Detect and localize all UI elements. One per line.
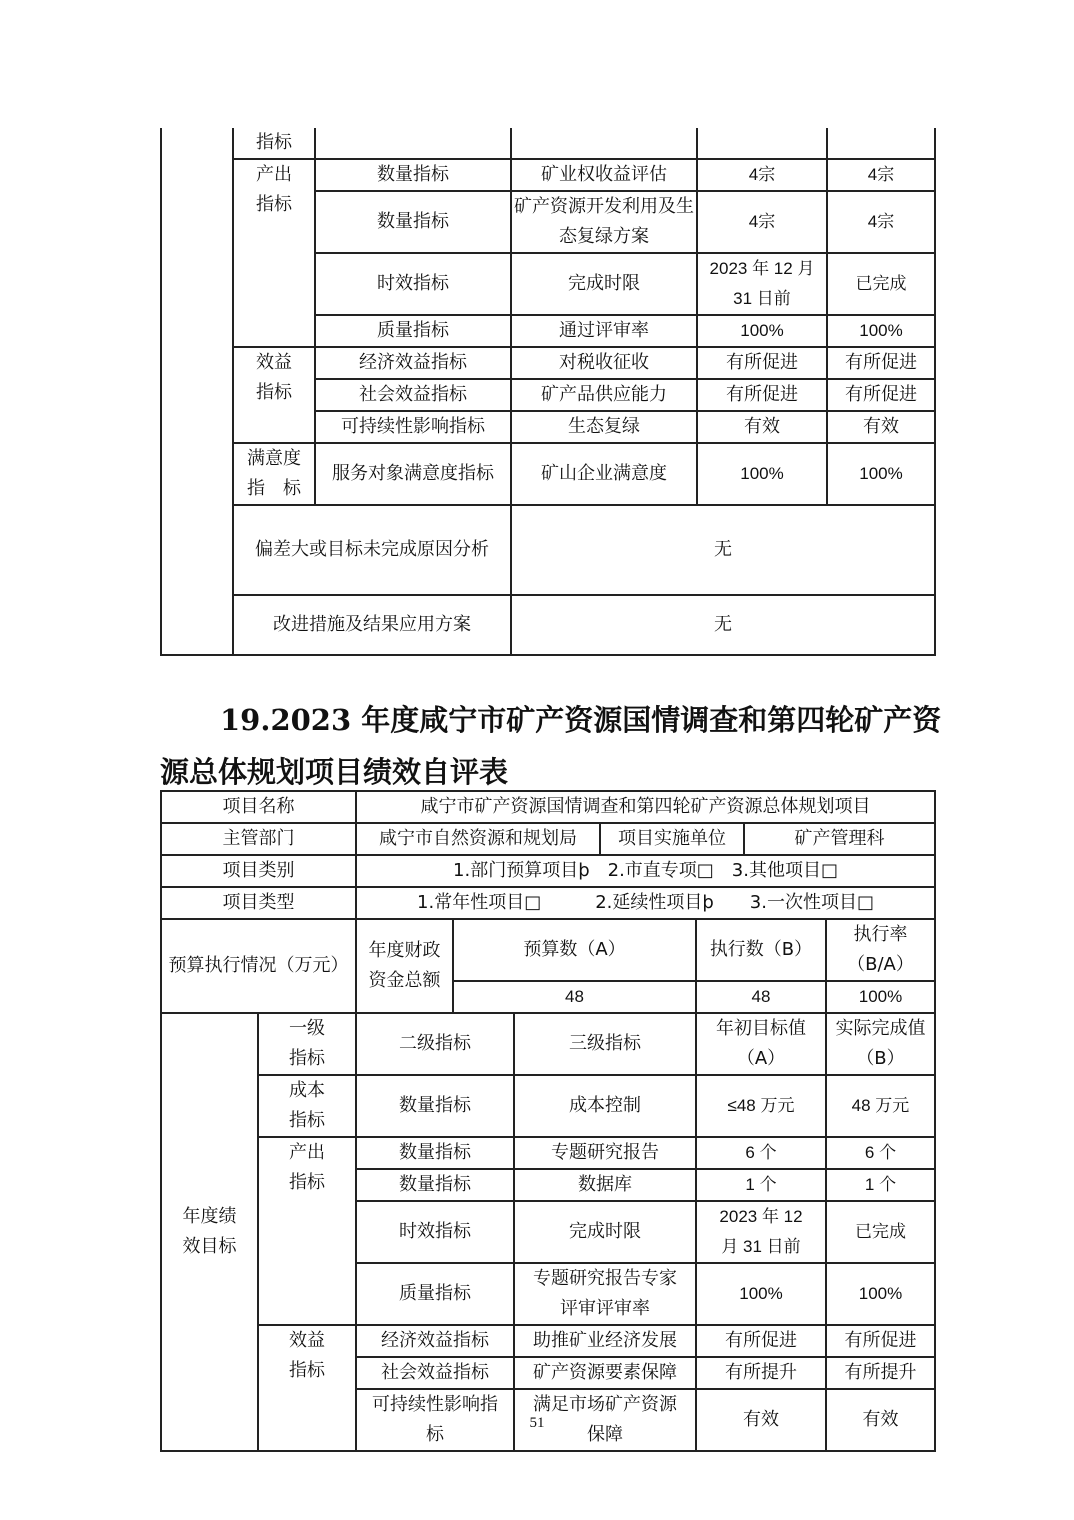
table-row: 时效指标 完成时限 2023 年 12 月 31 日前 已完成 [161, 1201, 935, 1263]
deviation-value: 无 [511, 505, 935, 595]
improvement-value: 无 [511, 595, 935, 655]
header-level1: 一级指标 [258, 1013, 356, 1075]
budget-a: 48 [453, 981, 696, 1013]
level1-benefit: 效益 指标 [233, 347, 315, 443]
performance-self-evaluation-table [160, 790, 936, 1452]
category-label: 项目类别 [161, 855, 356, 887]
table-row: 可持续性影响指标 生态复绿 有效 有效 [161, 411, 935, 443]
table-row [161, 595, 935, 655]
header-target: 年初目标值（A） [696, 1013, 826, 1075]
table-row: 数量指标 数据库 1 个 1 个 [161, 1169, 935, 1201]
table-row: 产出 指标 数量指标 专题研究报告 6 个 6 个 [161, 1137, 935, 1169]
table-row: 社会效益指标 矿产品供应能力 有所促进 有所促进 [161, 379, 935, 411]
dept-label: 主管部门 [161, 823, 356, 855]
budget-label: 预算执行情况（万元） [161, 919, 356, 1013]
section-title-line1: 19.2023 年度咸宁市矿产资源国情调查和第四轮矿产资 [220, 703, 942, 737]
table-row: 效益 指标 经济效益指标 对税收征收 有所促进 有所促进 [161, 347, 935, 379]
performance-table-continued [160, 128, 936, 656]
budget-col-a: 预算数（A） [453, 919, 696, 981]
table-row: 可持续性影响指标 满足市场矿产资源保障 有效 有效 [161, 1389, 935, 1451]
budget-rate: 100% [826, 981, 935, 1013]
table-row [161, 887, 935, 919]
project-name: 咸宁市矿产资源国情调查和第四轮矿产资源总体规划项目 [356, 791, 935, 823]
level1-cost: 成本 指标 [258, 1075, 356, 1137]
table-row: 满意度 指 标 服务对象满意度指标 矿山企业满意度 100% 100% [161, 443, 935, 505]
level1-benefit: 效益 指标 [258, 1325, 356, 1451]
table-row: 质量指标 专题研究报告专家评审评审率 100% 100% [161, 1263, 935, 1325]
annual-goal-label: 年度绩效目标 [161, 1013, 258, 1451]
table-row [161, 855, 935, 887]
budget-fund-label: 年度财政资金总额 [356, 919, 453, 1013]
impl-label: 项目实施单位 [600, 823, 744, 855]
level1-output: 产出 指标 [258, 1137, 356, 1325]
section-title-line2: 源总体规划项目绩效自评表 [160, 755, 509, 789]
table-row: 成本 指标 数量指标 成本控制 ≤48 万元 48 万元 [161, 1075, 935, 1137]
improvement-label: 改进措施及结果应用方案 [233, 595, 511, 655]
budget-col-b: 执行数（B） [696, 919, 826, 981]
type-options: 1.常年性项目□ 2.延续性项目þ 3.一次性项目□ [356, 887, 935, 919]
table-row: 效益 指标 经济效益指标 助推矿业经济发展 有所促进 有所促进 [161, 1325, 935, 1357]
goal-label-cell [161, 128, 233, 655]
deviation-label: 偏差大或目标未完成原因分析 [233, 505, 511, 595]
budget-col-rate: 执行率（B/A） [826, 919, 935, 981]
project-name-label: 项目名称 [161, 791, 356, 823]
category-options: 1.部门预算项目þ 2.市直专项□ 3.其他项目□ [356, 855, 935, 887]
table-row: 质量指标 通过评审率 100% 100% [161, 315, 935, 347]
type-label: 项目类型 [161, 887, 356, 919]
header-level3: 三级指标 [514, 1013, 696, 1075]
table-row: 数量指标 矿产资源开发利用及生态复绿方案 4宗 4宗 [161, 191, 935, 253]
header-level2: 二级指标 [356, 1013, 514, 1075]
table-row [161, 505, 935, 595]
budget-b: 48 [696, 981, 826, 1013]
table-row: 时效指标 完成时限 2023 年 12 月 31 日前 已完成 [161, 253, 935, 315]
level1-output: 产出 指标 [233, 159, 315, 347]
table-row: 社会效益指标 矿产资源要素保障 有所提升 有所提升 [161, 1357, 935, 1389]
table-row [161, 791, 935, 823]
table-row: 产出 指标 数量指标 矿业权收益评估 4宗 4宗 [161, 159, 935, 191]
table-row [161, 919, 935, 981]
dept: 咸宁市自然资源和规划局 [356, 823, 600, 855]
impl: 矿产管理科 [744, 823, 935, 855]
level1-continued: 指标 [233, 128, 315, 159]
table-row [161, 1013, 935, 1075]
table-row [161, 823, 935, 855]
table-row [161, 128, 935, 159]
page-number: 51 [529, 1415, 545, 1431]
header-actual: 实际完成值（B） [826, 1013, 935, 1075]
level1-satisfaction: 满意度 指 标 [233, 443, 315, 505]
